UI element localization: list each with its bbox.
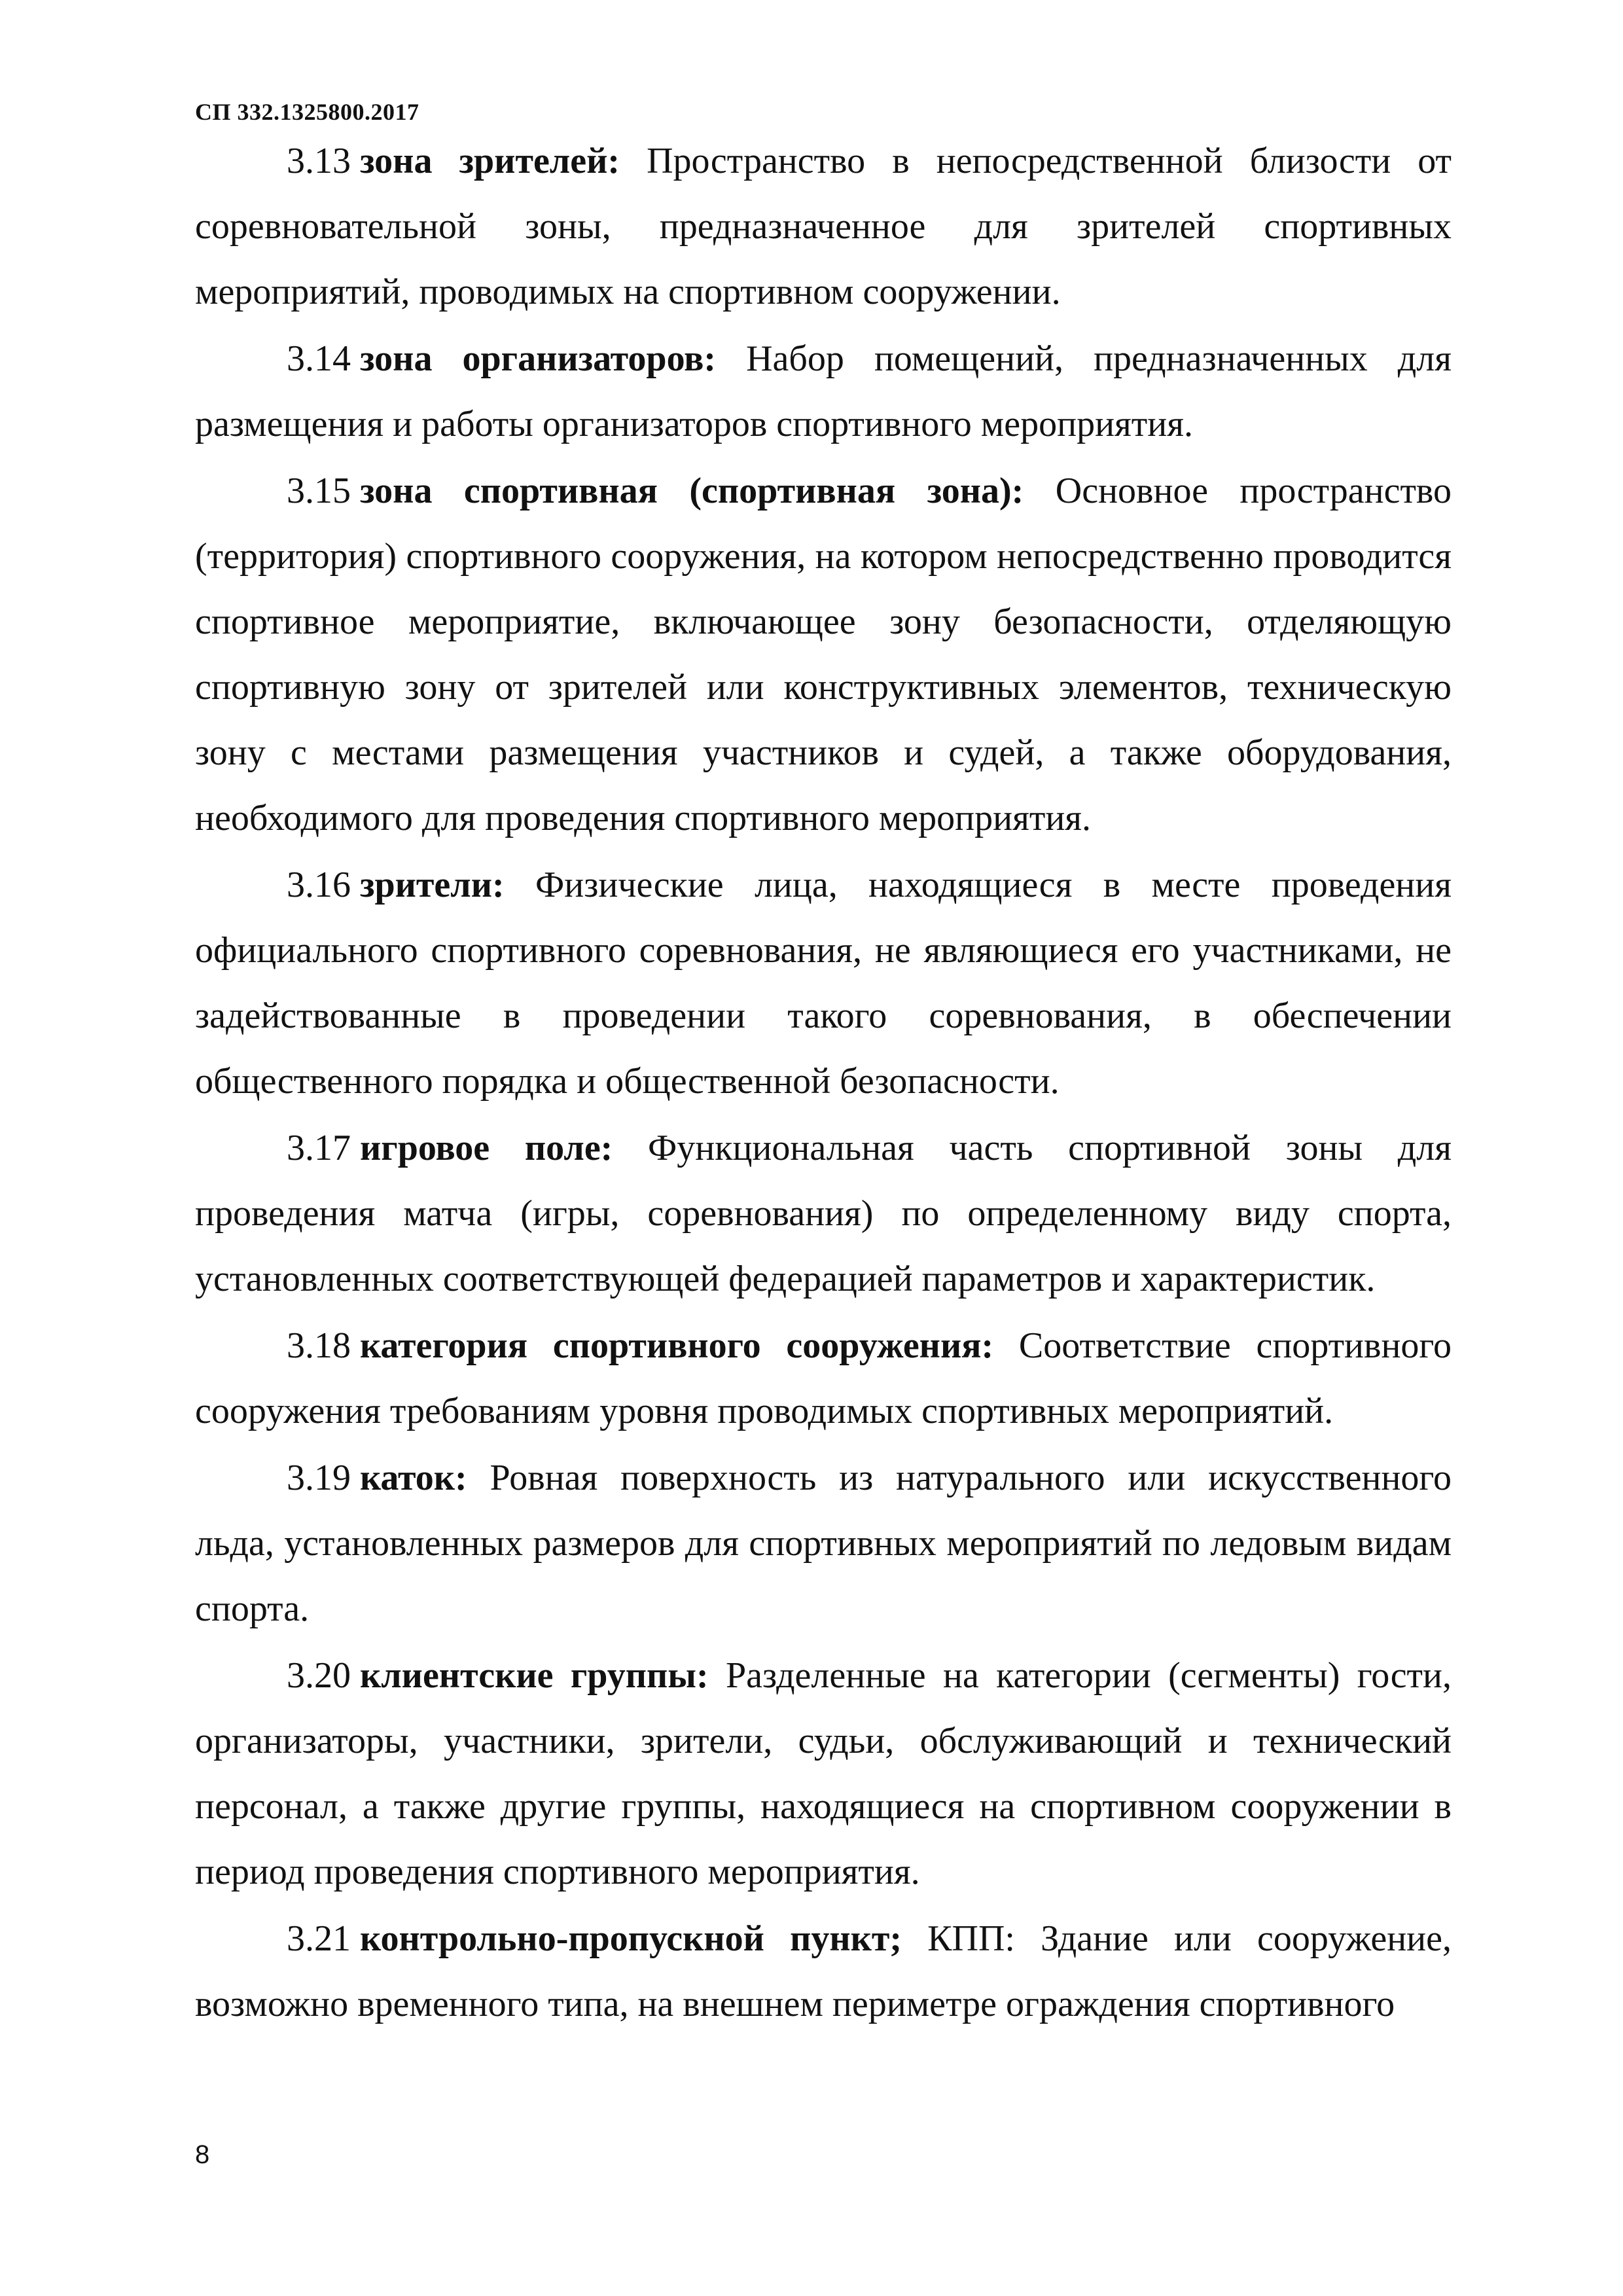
document-code: СП 332.1325800.2017 bbox=[195, 99, 419, 125]
definition-3-14 bbox=[195, 326, 1452, 457]
definition-3-16 bbox=[195, 852, 1452, 1114]
entry-definition: Функциональная часть спортивной зоны для проведения матча (игры, соревнования) по определенному виду спорта, установленных соответствующей федерацией параметров и характеристик. bbox=[195, 1128, 1452, 1299]
entry-number: 3.13 bbox=[287, 141, 351, 181]
entry-number: 3.14 bbox=[287, 338, 351, 379]
entry-term: контрольно-пропускной пункт; bbox=[360, 1918, 902, 1959]
entry-definition: Основное пространство (территория) спортивного сооружения, на котором непосредственно проводится спортивное мероприятие, включающее зону безопасности, отделяющую спортивную зону от зрителей или конструктивных элементов, техническую зону с местами размещения участников и судей, а также оборудования, необходимого для проведения спортивного мероприятия. bbox=[195, 471, 1452, 838]
entry-term: категория спортивного сооружения: bbox=[360, 1325, 994, 1366]
entry-number: 3.18 bbox=[287, 1325, 351, 1366]
entry-term: каток: bbox=[360, 1458, 467, 1498]
entry-term: игровое поле: bbox=[360, 1128, 613, 1168]
entry-number: 3.15 bbox=[287, 471, 351, 511]
entry-number: 3.16 bbox=[287, 865, 351, 905]
entry-definition: Разделенные на категории (сегменты) гости, организаторы, участники, зрители, судьи, обслуживающий и технический персонал, а также другие группы, находящиеся на спортивном сооружении в период проведения спортивного мероприятия. bbox=[195, 1655, 1452, 1892]
entry-definition: Физические лица, находящиеся в месте проведения официального спортивного соревнования, не являющиеся его участниками, не задействованные в проведении такого соревнования, в обеспечении общественного порядка и общественной безопасности. bbox=[195, 865, 1452, 1102]
entry-definition: Соответствие спортивного сооружения требованиям уровня проводимых спортивных мероприятий. bbox=[195, 1325, 1452, 1431]
entry-term: зона организаторов: bbox=[360, 338, 717, 379]
definition-3-20 bbox=[195, 1643, 1452, 1905]
definition-3-21 bbox=[195, 1906, 1452, 2037]
entry-number: 3.19 bbox=[287, 1458, 351, 1498]
definition-3-19 bbox=[195, 1445, 1452, 1641]
entry-definition: Пространство в непосредственной близости от соревновательной зоны, предназначенное для зрителей спортивных мероприятий, проводимых на спортивном сооружении. bbox=[195, 141, 1452, 312]
entry-term: зона зрителей: bbox=[360, 141, 620, 181]
entry-definition: Ровная поверхность из натурального или искусственного льда, установленных размеров для спортивных мероприятий по ледовым видам спорта. bbox=[195, 1458, 1452, 1629]
page-number: 8 bbox=[195, 2140, 210, 2169]
definitions-list bbox=[195, 128, 1452, 2038]
entry-term: зона спортивная (спортивная зона): bbox=[360, 471, 1024, 511]
definition-3-17 bbox=[195, 1115, 1452, 1312]
entry-number: 3.20 bbox=[287, 1655, 351, 1696]
entry-number: 3.17 bbox=[287, 1128, 351, 1168]
definition-3-18 bbox=[195, 1313, 1452, 1444]
entry-abbreviation: КПП: bbox=[927, 1918, 1015, 1959]
entry-number: 3.21 bbox=[287, 1918, 351, 1959]
entry-definition: Набор помещений, предназначенных для размещения и работы организаторов спортивного мероприятия. bbox=[195, 338, 1452, 444]
definition-3-13 bbox=[195, 128, 1452, 325]
definition-3-15 bbox=[195, 458, 1452, 851]
entry-term: клиентские группы: bbox=[360, 1655, 709, 1696]
entry-term: зрители: bbox=[360, 865, 505, 905]
entry-definition: Здание или сооружение, возможно временного типа, на внешнем периметре ограждения спортивного bbox=[195, 1918, 1452, 2024]
